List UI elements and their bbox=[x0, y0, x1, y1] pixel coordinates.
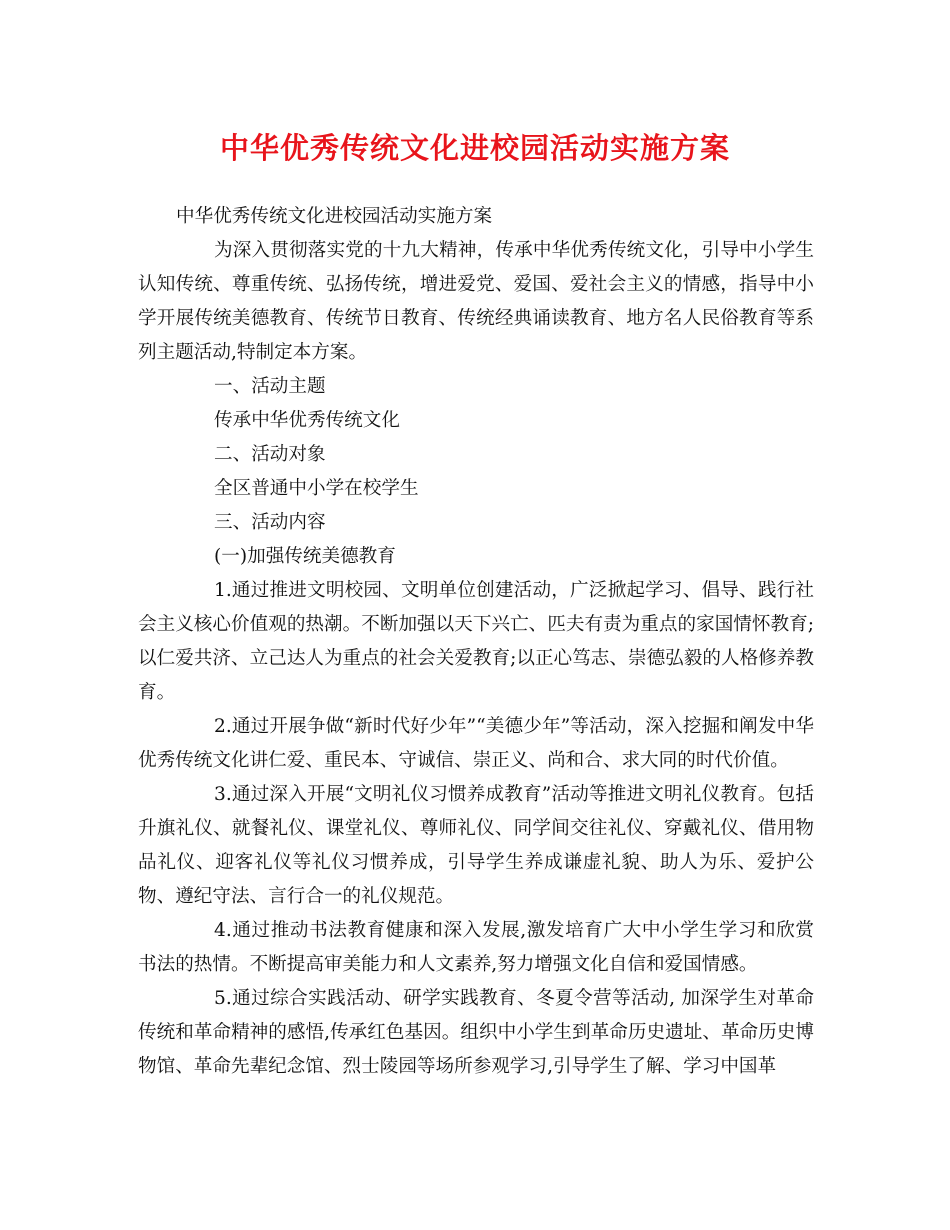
document-title: 中华优秀传统文化进校园活动实施方案 bbox=[219, 131, 730, 165]
doc-subtitle: 中华优秀传统文化进校园活动实施方案 bbox=[176, 206, 493, 227]
section-heading-theme: 一、活动主题 bbox=[214, 376, 326, 397]
intro-paragraph: 为深入贯彻落实党的十九大精神，传承中华优秀传统文化，引导中小学生认知传统、尊重传统、弘扬传统，增进爱党、爱国、爱社会主义的情感，指导中小学开展传统美德教育、传统节日教育、传统经典诵读教育、地方名人民俗教育等系列主题活动,特制定本方案。 bbox=[138, 240, 814, 363]
content-item-4: 4.通过推动书法教育健康和深入发展,激发培育广大中小学生学习和欣赏书法的热情。不断提高审美能力和人文素养,努力增强文化自信和爱国情感。 bbox=[138, 920, 814, 975]
theme-text: 传承中华优秀传统文化 bbox=[214, 410, 400, 431]
subsection-heading-virtue: (一)加强传统美德教育 bbox=[214, 546, 396, 567]
section-heading-target: 二、活动对象 bbox=[214, 444, 326, 465]
content-item-3: 3.通过深入开展“文明礼仪习惯养成教育”活动等推进文明礼仪教育。包括升旗礼仪、就餐礼仪、课堂礼仪、尊师礼仪、同学间交往礼仪、穿戴礼仪、借用物品礼仪、迎客礼仪等礼仪习惯养成，引导学生养成谦虚礼貌、助人为乐、爱护公物、遵纪守法、言行合一的礼仪规范。 bbox=[138, 784, 814, 907]
content-item-1: 1.通过推进文明校园、文明单位创建活动，广泛掀起学习、倡导、践行社会主义核心价值观的热潮。不断加强以天下兴亡、匹夫有责为重点的家国情怀教育;以仁爱共济、立己达人为重点的社会关爱教育;以正心笃志、崇德弘毅的人格修养教育。 bbox=[138, 580, 814, 703]
target-text: 全区普通中小学在校学生 bbox=[214, 478, 419, 499]
content-item-5: 5.通过综合实践活动、研学实践教育、冬夏令营等活动, 加深学生对革命传统和革命精神的感悟,传承红色基因。组织中小学生到革命历史遗址、革命历史博物馆、革命先辈纪念馆、烈士陵园等场所参观学习,引导学生了解、学习中国革 bbox=[138, 988, 814, 1077]
section-heading-content: 三、活动内容 bbox=[214, 512, 326, 533]
content-item-2: 2.通过开展争做“新时代好少年”“美德少年”等活动，深入挖掘和阐发中华优秀传统文化讲仁爱、重民本、守诚信、崇正义、尚和合、求大同的时代价值。 bbox=[138, 716, 814, 771]
document-body bbox=[138, 200, 814, 1084]
